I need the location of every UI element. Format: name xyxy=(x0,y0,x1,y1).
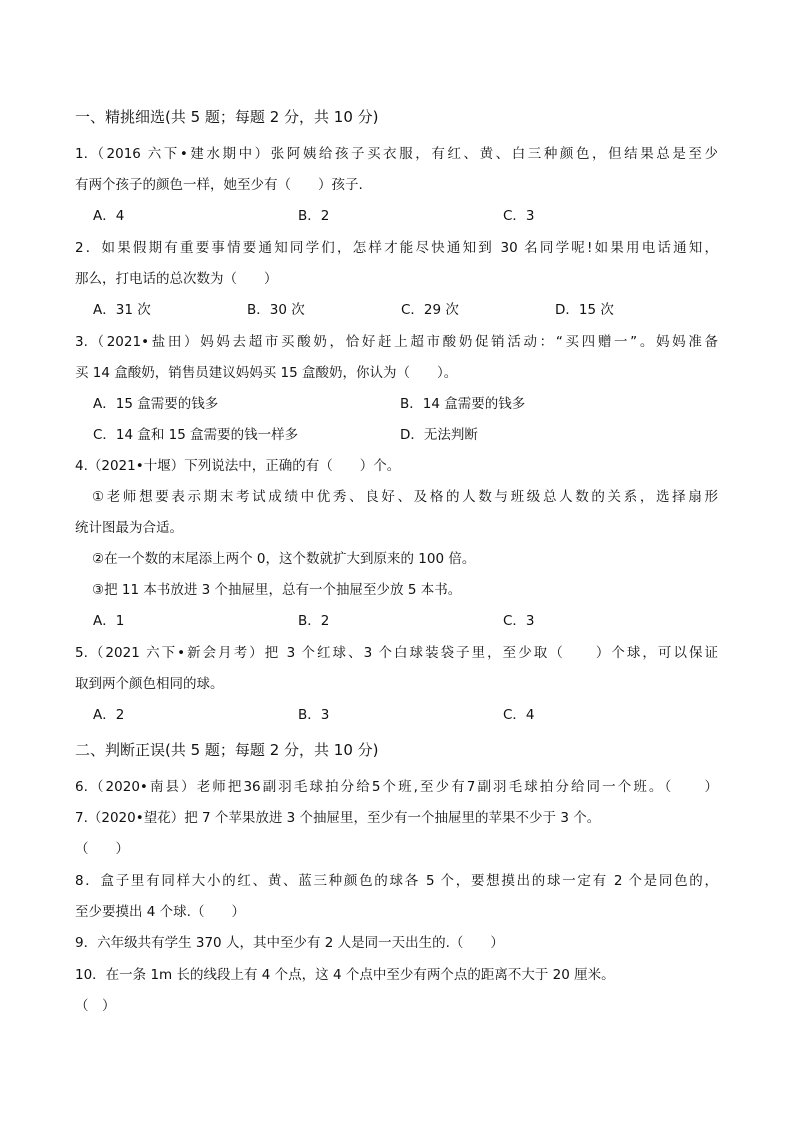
question-2-line-1: 2．如果假期有重要事情要通知同学们，怎样才能尽快通知到 30 名同学呢!如果用电话通知， xyxy=(75,240,718,256)
question-3-option-d: D．无法判断 xyxy=(400,427,478,443)
question-4-option-a: A．1 xyxy=(93,613,125,629)
section-heading-true-false: 二、判断正误(共 5 题；每题 2 分，共 10 分) xyxy=(75,741,379,759)
question-6: 6.（2020•南县）老师把36副羽毛球拍分给5个班,至少有7副羽毛球拍分给同一个班。（ ） xyxy=(75,779,718,795)
question-2-option-a: A．31 次 xyxy=(93,302,151,318)
question-4-statement-2: ②在一个数的末尾添上两个 0，这个数就扩大到原来的 100 倍。 xyxy=(92,551,476,567)
question-7-line-1: 7.（2020•望花）把 7 个苹果放进 3 个抽屉里，至少有一个抽屉里的苹果不少于 3 个。 xyxy=(75,810,601,826)
question-1-option-a: A．4 xyxy=(93,208,125,224)
question-1-line-1: 1.（2016 六下•建水期中）张阿姨给孩子买衣服，有红、黄、白三种颜色，但结果总是至少 xyxy=(75,146,718,162)
question-2-option-d: D．15 次 xyxy=(555,302,614,318)
question-1-option-b: B．2 xyxy=(298,208,330,224)
question-10-line-1: 10．在一条 1m 长的线段上有 4 个点，这 4 个点中至少有两个点的距离不大于 20 厘米。 xyxy=(75,967,615,983)
question-3-option-b: B．14 盒需要的钱多 xyxy=(400,396,526,412)
question-8-line-1: 8．盒子里有同样大小的红、黄、蓝三种颜色的球各 5 个，要想摸出的球一定有 2 个是同色的， xyxy=(75,873,718,889)
section-heading-multiple-choice: 一、精挑细选(共 5 题；每题 2 分，共 10 分) xyxy=(75,108,379,126)
question-3-option-a: A．15 盒需要的钱多 xyxy=(93,396,219,412)
question-10-answer-blank: （ ） xyxy=(75,998,116,1014)
question-5-option-c: C．4 xyxy=(503,707,535,723)
question-3-line-2: 买 14 盒酸奶，销售员建议妈妈买 15 盒酸奶，你认为（ ）。 xyxy=(75,365,458,381)
question-9: 9．六年级共有学生 370 人，其中至少有 2 人是同一天出生的.（ ） xyxy=(75,935,504,951)
question-3-line-1: 3.（2021•盐田）妈妈去超市买酸奶，恰好赶上超市酸奶促销活动：“买四赠一”。妈妈准备 xyxy=(75,334,718,350)
question-4-statement-1-line-1: ①老师想要表示期末考试成绩中优秀、良好、及格的人数与班级总人数的关系，选择扇形 xyxy=(92,489,718,505)
question-2-option-b: B．30 次 xyxy=(247,302,305,318)
question-5-line-2: 取到两个颜色相同的球。 xyxy=(75,676,224,692)
question-4-statement-3: ③把 11 本书放进 3 个抽屉里，总有一个抽屉至少放 5 本书。 xyxy=(92,582,462,598)
question-3-option-c: C．14 盒和 15 盒需要的钱一样多 xyxy=(93,427,299,443)
question-1-line-2: 有两个孩子的颜色一样，她至少有（ ）孩子. xyxy=(75,177,363,193)
question-5-line-1: 5.（2021 六下•新会月考）把 3 个红球、3 个白球装袋子里，至少取（ ）个球，可以保证 xyxy=(75,645,718,661)
question-4-line-1: 4.（2021•十堰）下列说法中，正确的有（ ）个。 xyxy=(75,458,401,474)
question-4-option-b: B．2 xyxy=(298,613,330,629)
question-7-answer-blank: （ ） xyxy=(75,841,129,857)
question-1-option-c: C．3 xyxy=(503,208,535,224)
question-8-line-2: 至少要摸出 4 个球.（ ） xyxy=(75,904,245,920)
question-4-option-c: C．3 xyxy=(503,613,535,629)
question-4-statement-1-line-2: 统计图最为合适。 xyxy=(75,520,183,536)
question-5-option-a: A．2 xyxy=(93,707,125,723)
question-2-option-c: C．29 次 xyxy=(401,302,459,318)
question-2-line-2: 那么，打电话的总次数为（ ） xyxy=(75,271,278,287)
question-5-option-b: B．3 xyxy=(298,707,330,723)
